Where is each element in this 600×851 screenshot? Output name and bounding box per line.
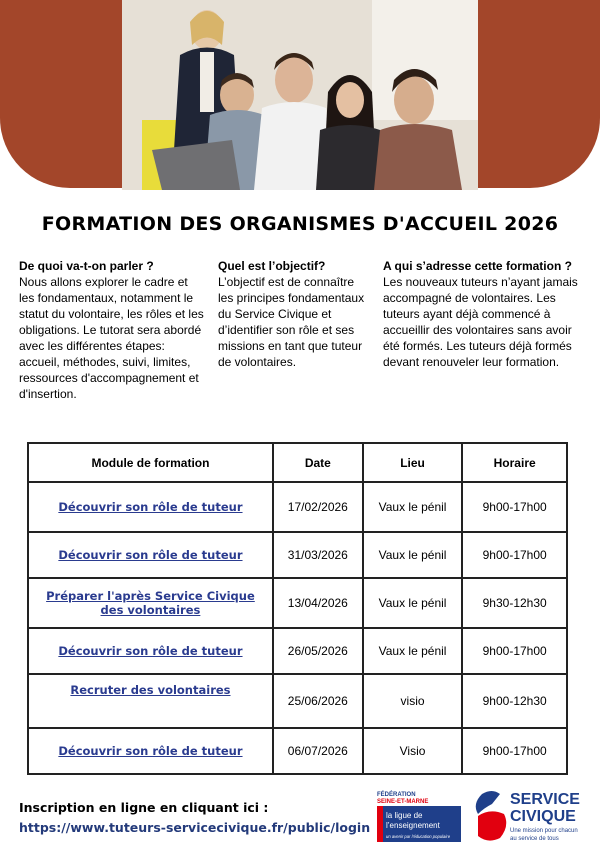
table-header-row — [28, 443, 567, 482]
module-cell — [28, 728, 273, 774]
table-row — [28, 532, 567, 578]
hero-banner — [0, 0, 600, 190]
horaire-cell: 9h00-12h30 — [462, 674, 567, 728]
sc-tagline-1: Une mission pour chacun — [510, 828, 578, 834]
table-row — [28, 628, 567, 674]
header-date: Date — [273, 443, 363, 482]
lieu-cell: visio — [363, 674, 463, 728]
module-cell — [28, 578, 273, 628]
sc-shape-blue — [476, 791, 500, 814]
sc-shape-red — [478, 811, 506, 840]
date-cell: 17/02/2026 — [273, 482, 363, 532]
lieu-cell: Vaux le pénil — [363, 532, 463, 578]
date-cell: 31/03/2026 — [273, 532, 363, 578]
horaire-cell: 9h30-12h30 — [462, 578, 567, 628]
inscription-label: Inscription en ligne en cliquant ici : — [19, 800, 269, 815]
table-row — [28, 482, 567, 532]
column-topics — [19, 258, 204, 402]
column-audience — [383, 258, 583, 370]
module-link[interactable]: Découvrir son rôle de tuteur — [58, 644, 243, 658]
module-cell — [28, 532, 273, 578]
table-row — [28, 578, 567, 628]
module-link[interactable]: Préparer l'après Service Civique des volontaires — [46, 589, 255, 617]
date-cell: 13/04/2026 — [273, 578, 363, 628]
page-title: FORMATION DES ORGANISMES D'ACCUEIL 2026 — [41, 213, 559, 235]
table-row — [28, 728, 567, 774]
column-objective-body: L’objectif est de connaître les principes fondamentaux du Service Civique et d’identifier son rôle et ses missions en tant que tuteur de volontaires. — [218, 275, 365, 369]
column-topics-heading: De quoi va-t-on parler ? — [19, 259, 154, 273]
group-photo-illustration — [122, 0, 478, 190]
column-objective-heading: Quel est l’objectif? — [218, 259, 326, 273]
date-cell: 25/06/2026 — [273, 674, 363, 728]
ligue-dept: SEINE-ET-MARNE — [377, 799, 429, 805]
header-lieu: Lieu — [363, 443, 463, 482]
column-objective — [218, 258, 368, 370]
column-audience-heading: A qui s’adresse cette formation ? — [383, 259, 572, 273]
sc-line-1: SERVICE — [510, 791, 580, 808]
horaire-cell: 9h00-17h00 — [462, 482, 567, 532]
module-link[interactable]: Découvrir son rôle de tuteur — [58, 500, 243, 514]
table-row — [28, 674, 567, 728]
module-link[interactable]: Recruter des volontaires — [70, 683, 231, 697]
ligue-tagline: un avenir par l’éducation populaire — [386, 834, 451, 839]
horaire-cell: 9h00-17h00 — [462, 728, 567, 774]
training-schedule-table — [27, 442, 568, 775]
column-topics-body: Nous allons explorer le cadre et les fondamentaux, notamment le statut du volontaire, les rôles et les obligations. Le tutorat sera abordé avec les différentes étapes: accueil, méthodes, suivi, limites, ressources d'accompagnement et d'insertion. — [19, 275, 204, 401]
header-horaire: Horaire — [462, 443, 567, 482]
module-cell — [28, 628, 273, 674]
horaire-cell: 9h00-17h00 — [462, 628, 567, 674]
ligue-name-1: la ligue de — [386, 811, 423, 820]
hero-photo — [122, 0, 478, 190]
header-module: Module de formation — [28, 443, 273, 482]
module-link[interactable]: Découvrir son rôle de tuteur — [58, 548, 243, 562]
module-cell — [28, 674, 273, 728]
ligue-name-2: l’enseignement — [386, 821, 440, 830]
inscription-link[interactable]: https://www.tuteurs-servicecivique.fr/public/login — [19, 820, 371, 835]
lieu-cell: Vaux le pénil — [363, 628, 463, 674]
lieu-cell: Vaux le pénil — [363, 578, 463, 628]
date-cell: 06/07/2026 — [273, 728, 363, 774]
ligue-federation: FÉDÉRATION — [377, 792, 416, 798]
sc-tagline-2: au service de tous — [510, 836, 559, 842]
lieu-cell: Visio — [363, 728, 463, 774]
module-cell — [28, 482, 273, 532]
service-civique-logo — [470, 786, 585, 846]
module-link[interactable]: Découvrir son rôle de tuteur — [58, 744, 243, 758]
ligue-enseignement-logo — [372, 788, 464, 844]
column-audience-body: Les nouveaux tuteurs n’ayant jamais accompagné de volontaires. Les tuteurs ayant déjà commencé à accueillir des volontaires sans avoir été formés. Les tuteurs déjà formés devant renouveler leur formation. — [383, 275, 578, 369]
sc-line-2: CIVIQUE — [510, 808, 576, 825]
date-cell: 26/05/2026 — [273, 628, 363, 674]
inscription-block — [19, 798, 370, 838]
horaire-cell: 9h00-17h00 — [462, 532, 567, 578]
lieu-cell: Vaux le pénil — [363, 482, 463, 532]
